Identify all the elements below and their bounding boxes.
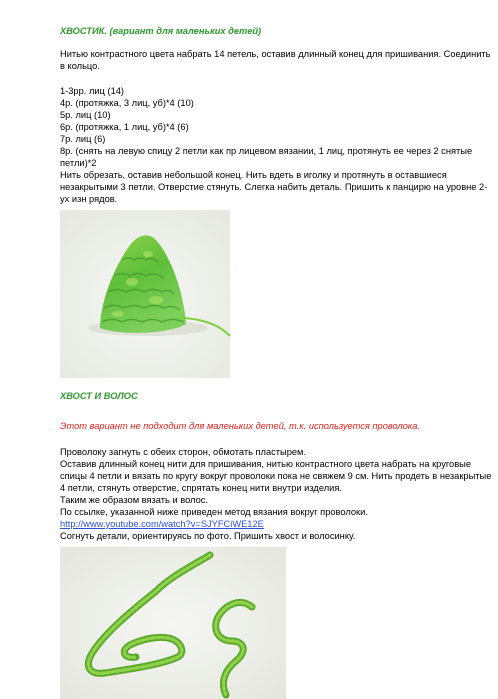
knitted-tail-image <box>60 210 230 378</box>
instruction-line: Согнуть детали, ориентируясь по фото. Пришить хвост и волосинку. <box>60 531 356 541</box>
tail-photo <box>60 210 230 378</box>
row-instruction: 1-3рр. лиц (14) <box>60 86 125 96</box>
youtube-link[interactable]: http://www.youtube.com/watch?v=SJYFCiWE12E <box>60 519 264 529</box>
instruction-line: спицы 4 петли и вязать по кругу вокруг проволоки пока не свяжем 9 см. Нить продеть в незакрытые <box>60 471 492 481</box>
row-instruction: 7р. лиц (6) <box>60 134 106 144</box>
section1-intro-line-1: Нитью контрастного цвета набрать 14 петель, оставив длинный конец для пришивания. Соединить <box>60 49 491 59</box>
row-instruction: 8р. (снять на левую спицу 2 петли как пр лицевом вязании, 1 лиц, протянуть ее через 2 снятые <box>60 146 473 156</box>
instruction-line: Оставив длинный конец нити для пришивания, нитью контрастного цвета набрать на круговые <box>60 459 472 469</box>
warning-note: Этот вариант не подходит для маленьких детей, т.к. используется проволока. <box>60 421 421 431</box>
instruction-line: По ссылке, указанной ниже приведен метод вязания вокруг проволоки. <box>60 507 368 517</box>
row-instruction: петли)*2 <box>60 158 97 168</box>
section1-intro-line-2: в кольцо. <box>60 61 100 71</box>
finishing-text: Нить обрезать, оставив небольшой конец. Нить вдеть в иголку и протянуть в оставшиеся <box>60 170 447 180</box>
wire-knitted-cords-image <box>60 547 286 699</box>
finishing-text: ух изн рядов. <box>60 194 118 204</box>
section1-title: ХВОСТИК. (вариант для маленьких детей) <box>60 26 262 36</box>
section2-title: ХВОСТ И ВОЛОС <box>60 391 138 401</box>
instruction-line: Проволоку загнуть с обеих сторон, обмотать пластырем. <box>60 447 307 457</box>
tail-and-hair-photo <box>60 547 286 699</box>
row-instruction: 5р. лиц (10) <box>60 110 111 120</box>
instruction-line: Таким же образом вязать и волос. <box>60 495 208 505</box>
instruction-line: 4 петли, стянуть отверстие, спрятать конец нити внутри изделия. <box>60 483 342 493</box>
row-instruction: 4р. (протяжка, 3 лиц, уб)*4 (10) <box>60 98 194 108</box>
finishing-text: незакрытыми 3 петли. Отверстие стянуть. Слегка набить деталь. Пришить к панцирю на уровне 2- <box>60 182 488 192</box>
row-instruction: 6р. (протяжка, 1 лиц, уб)*4 (6) <box>60 122 189 132</box>
